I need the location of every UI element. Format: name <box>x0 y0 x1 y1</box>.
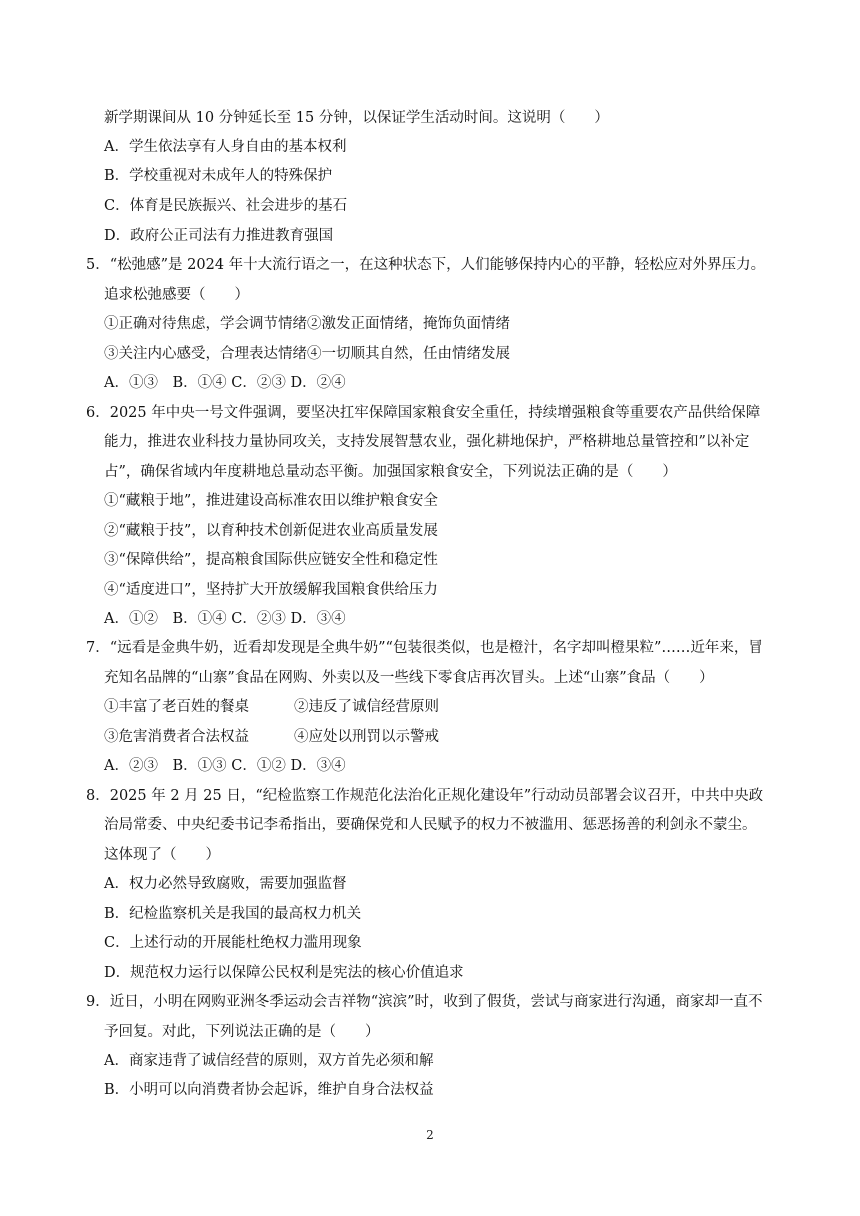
q8-stem-cont-1: 治局常委、中央纪委书记李希指出，要确保党和人民赋予的权力不被滥用、惩恶扬善的利剑永不蒙尘。 <box>104 817 757 833</box>
q6-stem: 6．2025 年中央一号文件强调，要坚决扛牢保障国家粮食安全重任，持续增强粮食等重要农产品供给保障 <box>86 405 761 421</box>
q7-stem: 7．“远看是金典牛奶，近看却发现是全典牛奶”“包装很类似，也是橙汁，名字却叫橙果粒”……近年来，冒 <box>86 640 763 656</box>
q8-option-a: A．权力必然导致腐败，需要加强监督 <box>104 876 347 892</box>
q7-statements-row-1 <box>104 697 790 717</box>
q9-stem: 9．近日，小明在网购亚洲冬季运动会吉祥物“滨滨”时，收到了假货，尝试与商家进行沟通，商家却一直不 <box>86 994 763 1010</box>
q4-option-c: C．体育是民族振兴、社会进步的基石 <box>104 198 348 214</box>
q7-statement-4: ④应处以刑罚以示警戒 <box>294 729 439 745</box>
q5-statements-2: ③关注内心感受，合理表达情绪④一切顺其自然，任由情绪发展 <box>104 346 510 362</box>
q7-statements-row-2 <box>104 727 790 747</box>
q7-statement-1: ①丰富了老百姓的餐桌 <box>104 699 249 715</box>
q7-stem-cont: 充知名品牌的“山寨”食品在网购、外卖以及一些线下零食店再次冒头。上述“山寨”食品（ ） <box>104 670 714 686</box>
q6-statement-3: ③“保障供给”，提高粮食国际供应链安全性和稳定性 <box>104 552 438 568</box>
q7-statement-2: ②违反了诚信经营原则 <box>294 699 439 715</box>
q5-options: A．①③ B．①④ C．②③ D．②④ <box>104 375 346 391</box>
q4-option-d: D．政府公正司法有力推进教育强国 <box>104 228 334 244</box>
q6-stem-cont-1: 能力，推进农业科技力量协同攻关，支持发展智慧农业，强化耕地保护，严格耕地总量管控和”以补定 <box>104 434 750 450</box>
q6-statement-4: ④“适度进口”，坚持扩大开放缓解我国粮食供给压力 <box>104 582 438 598</box>
q5-statements-1: ①正确对待焦虑，学会调节情绪②激发正面情绪，掩饰负面情绪 <box>104 316 510 332</box>
q5-stem-cont: 追求松弛感要（ ） <box>104 287 249 303</box>
q6-statement-2: ②“藏粮于技”，以育种技术创新促进农业高质量发展 <box>104 523 438 539</box>
q8-option-d: D．规范权力运行以保障公民权利是宪法的核心价值追求 <box>104 965 464 981</box>
q8-stem-cont-2: 这体现了（ ） <box>104 847 220 863</box>
q7-options: A．②③ B．①③ C．①② D．③④ <box>104 758 346 774</box>
q6-stem-cont-2: 占”，确保省域内年度耕地总量动态平衡。加强国家粮食安全，下列说法正确的是（ ） <box>104 464 677 480</box>
page-number: 2 <box>426 1128 434 1142</box>
q6-options: A．①② B．①④ C．②③ D．③④ <box>104 611 346 627</box>
q8-option-c: C．上述行动的开展能杜绝权力滥用现象 <box>104 935 362 951</box>
q9-stem-cont: 予回复。对此，下列说法正确的是（ ） <box>104 1024 380 1040</box>
q7-statement-3: ③危害消费者合法权益 <box>104 729 249 745</box>
q8-option-b: B．纪检监察机关是我国的最高权力机关 <box>104 906 362 922</box>
q4-option-a: A．学生依法享有人身自由的基本权利 <box>104 139 347 155</box>
q9-option-b: B．小明可以向消费者协会起诉，维护自身合法权益 <box>104 1082 434 1098</box>
q4-option-b: B．学校重视对未成年人的特殊保护 <box>104 168 333 184</box>
q8-stem: 8．2025 年 2 月 25 日，“纪检监察工作规范化法治化正规化建设年”行动动员部署会议召开，中共中央政 <box>86 788 764 804</box>
q4-stem-end: 新学期课间从 10 分钟延长至 15 分钟，以保证学生活动时间。这说明（ ） <box>104 110 609 126</box>
q6-statement-1: ①“藏粮于地”，推进建设高标准农田以维护粮食安全 <box>104 493 438 509</box>
q9-option-a: A．商家违背了诚信经营的原则，双方首先必须和解 <box>104 1053 434 1069</box>
q5-stem: 5．“松弛感”是 2024 年十大流行语之一，在这种状态下，人们能够保持内心的平静，轻松应对外界压力。 <box>86 257 766 273</box>
